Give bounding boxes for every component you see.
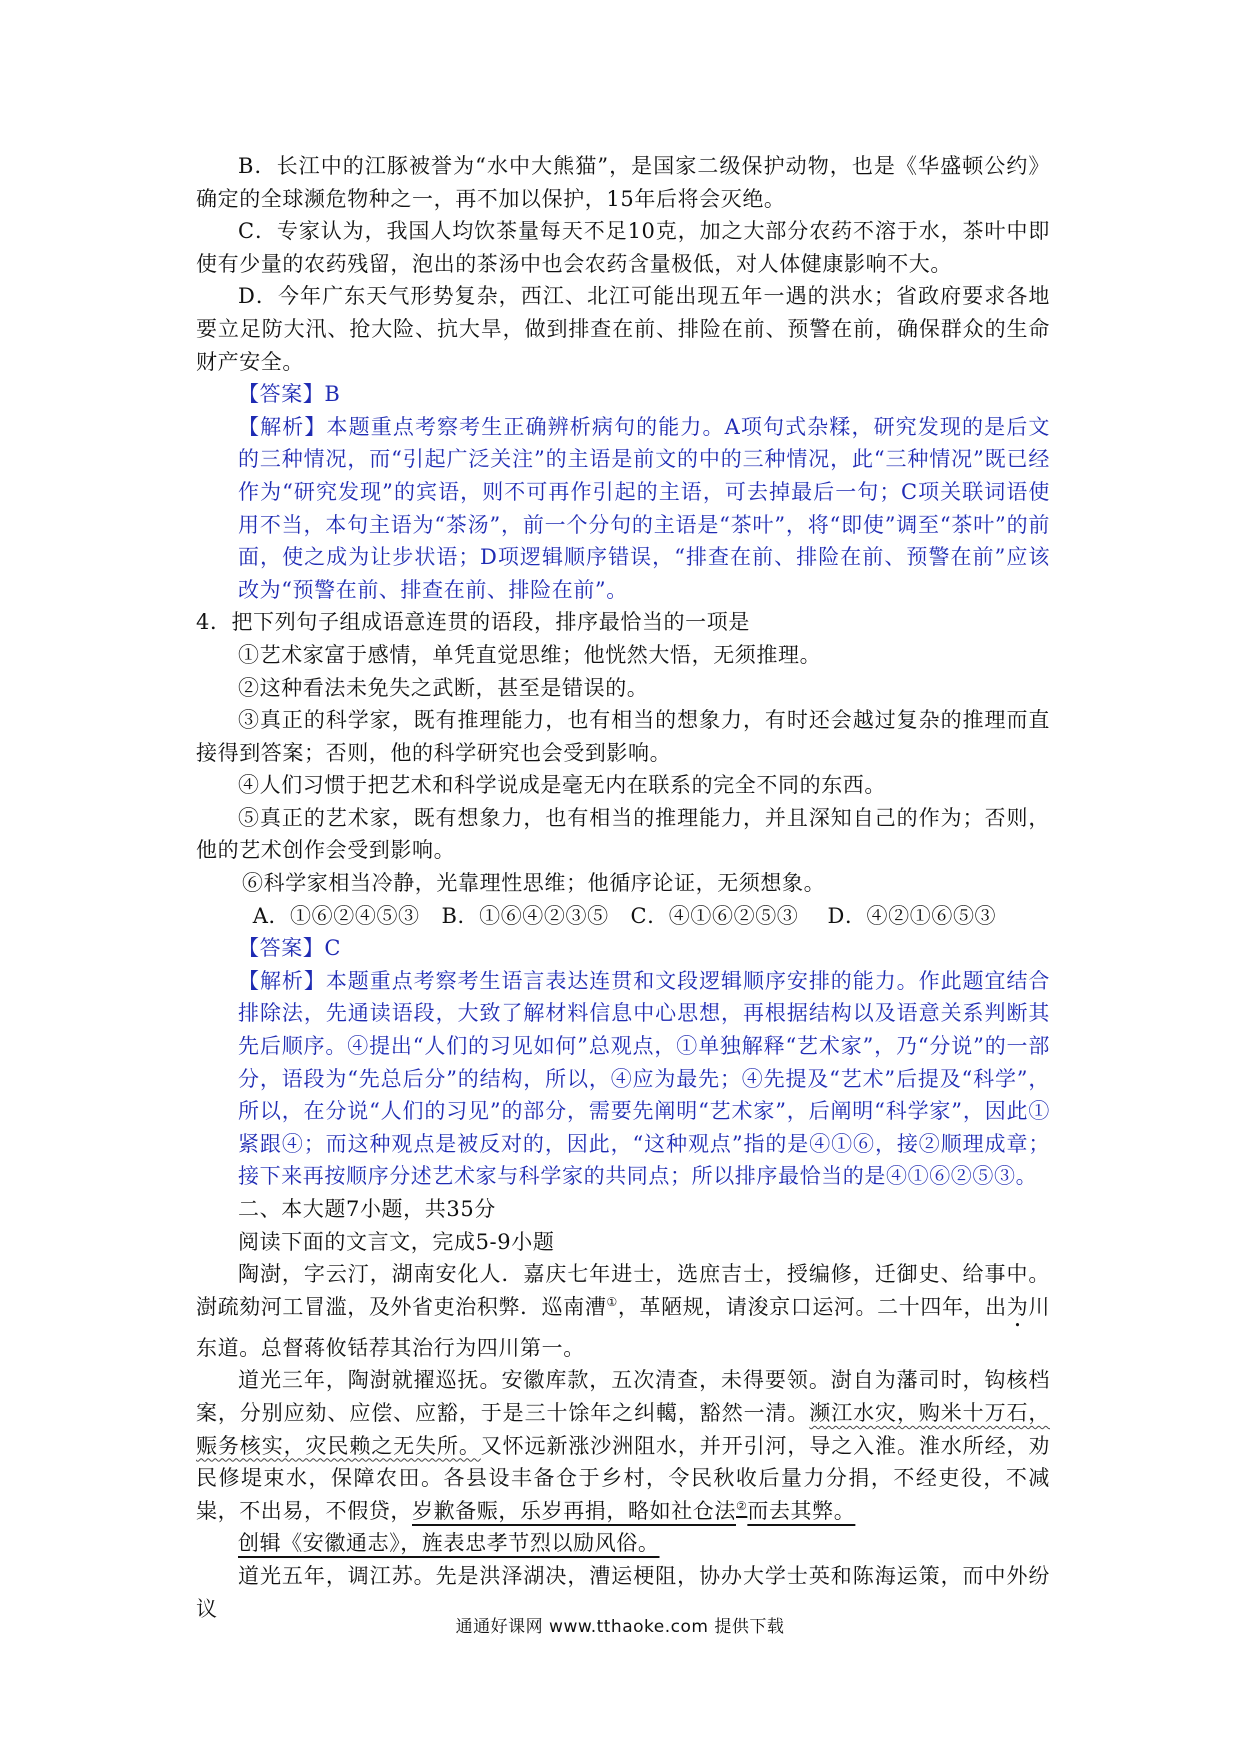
q3-option-c: C．专家认为，我国人均饮茶量每天不足10克，加之大部分农药不溶于水，茶叶中即使有少量的农药残留，泡出的茶汤中也会农药含量极低，对人体健康影响不大。 [196,219,1050,276]
underlined-sentence: 而去其弊。 [747,1498,856,1523]
classical-passage-para-1 [196,1258,1050,1364]
q3-option-d: D．今年广东天气形势复杂，西江、北江可能出现五年一遇的洪水；省政府要求各地要立足防大汛、抢大险、抗大旱，做到排查在前、排险在前、预警在前，确保群众的生命财产安全。 [196,284,1050,374]
q4-answer: 【答案】C [238,936,342,961]
q4-sentence-6: ⑥科学家相当冷静，光靠理性思维；他循序论证，无须想象。 [242,871,826,896]
passage-text: ，革陋规，请浚京口运河。二十四年，出 [617,1294,1007,1319]
q4-sentence-1: ①艺术家富于感情，单凭直觉思维；他恍然大悟，无须推理。 [238,642,822,667]
q4-sentence-4: ④人们习惯于把艺术和科学说成是毫无内在联系的完全不同的东西。 [238,773,886,798]
q4-sentence-5: ⑤真正的艺术家，既有想象力，也有相当的推理能力，并且深知自己的作为；否则，他的艺术创作会受到影响。 [196,805,1050,863]
passage-text: 陶澍，字云汀，湖南安化人．嘉庆七年进士，选庶吉士，授编修，迁御史、给事中。澍疏劾河工冒滥，及外省吏治积弊．巡南漕 [196,1262,1050,1319]
section-2-heading: 二、本大题7小题，共35分 [238,1197,496,1221]
passage-text: 又怀远新涨沙洲阻水，并开引河，导之入淮。淮水所经，劝民修堤束水，保障农田。各县设丰备仓于乡村，令民秋收后量力分捐，不经吏役，不减粜，不出易，不假贷， [196,1433,1050,1523]
wavy-underlined-sentence: 濒江水灾，购米十万石，赈务核实，灾民赖之无失所。 [196,1400,1050,1458]
section-2-instruction: 阅读下面的文言文，完成5-9小题 [238,1229,555,1254]
footnote-marker: ① [606,1294,618,1309]
q4-analysis: 【解析】本题重点考察考生语言表达连贯和文段逻辑顺序安排的能力。作此题宜结合排除法，先通读语段，大致了解材料信息中心思想，再根据结构以及语意关系判断其先后顺序。④提出“人们的习见如何”总观点，①单独解释“艺术家”，乃“分说”的一部分，语段为“先总后分”的结构，所以，④应为最先；④先提及“艺术”后提及“科学”，所以，在分说“人们的习见”的部分，需要先阐明“艺术家”，后阐明“科学家”，因此①紧跟④；而这种观点是被反对的，因此，“这种观点”指的是④①⑥，接②顺理成章；接下来再按顺序分述艺术家与科学家的共同点；所以排序最恰当的是④①⑥②⑤③。 [238,968,1050,1189]
classical-passage-para-2 [196,1364,1050,1527]
q4-stem: 4．把下列句子组成语意连贯的语段，排序最恰当的一项是 [196,610,750,635]
classical-passage-para-4: 道光五年，调江苏。先是洪泽湖决，漕运梗阻，协办大学士英和陈海运策，而中外纷议 [196,1563,1050,1621]
underlined-sentence: 岁歉备赈，乐岁再捐，略如社仓法 [412,1498,736,1523]
q4-sentence-3: ③真正的科学家，既有推理能力，也有相当的想象力，有时还会越过复杂的推理而直接得到答案；否则，他的科学研究也会受到影响。 [196,708,1050,765]
underlined-sentence: 创辑《安徽通志》，旌表忠孝节烈以励风俗。 [238,1531,660,1556]
q3-option-b: B．长江中的江豚被誉为“水中大熊猫”，是国家二级保护动物，也是《华盛顿公约》确定的全球濒危物种之一，再不加以保护，15年后将会灭绝。 [196,154,1050,211]
q3-analysis: 【解析】本题重点考察考生正确辨析病句的能力。A项句式杂糅，研究发现的是后文的三种情况，而“引起广泛关注”的主语是前文的中的三种情况，此“三种情况”既已经作为“研究发现”的宾语，则不可再作引起的主语，可去掉最后一句；C项关联词语使用不当，本句主语为“茶汤”，前一个分句的主语是“茶叶”，将“即使”调至“茶叶”的前面，使之成为让步状语；D项逻辑顺序错误，“排查在前、排险在前、预警在前”应该改为“预警在前、排查在前、排险在前”。 [238,414,1050,602]
q4-options: A．①⑥②④⑤③ B．①⑥④②③⑤ C．④①⑥②⑤③ D．④②①⑥⑤③ [252,903,997,928]
document-body [196,150,1050,1625]
passage-text: 川东道。总督蒋攸铦荐其治行为四川第一。 [196,1294,1050,1360]
passage-text: 道光三年，陶澍就擢巡抚。安徽库款，五次清查，未得要领。澍自为藩司时，钩核档案，分别应劾、应偿、应豁，于是三十馀年之纠轕，豁然一清。 [196,1368,1050,1425]
q4-sentence-2: ②这种看法未免失之武断，甚至是错误的。 [238,675,649,700]
footnote-marker: ② [736,1498,748,1513]
classical-passage-para-3 [196,1527,1050,1560]
emphasized-word: 为 [1006,1294,1029,1319]
q3-answer: 【答案】B [238,382,341,407]
page-footer: 通通好课网 www.tthaoke.com 提供下载 [455,1617,785,1637]
